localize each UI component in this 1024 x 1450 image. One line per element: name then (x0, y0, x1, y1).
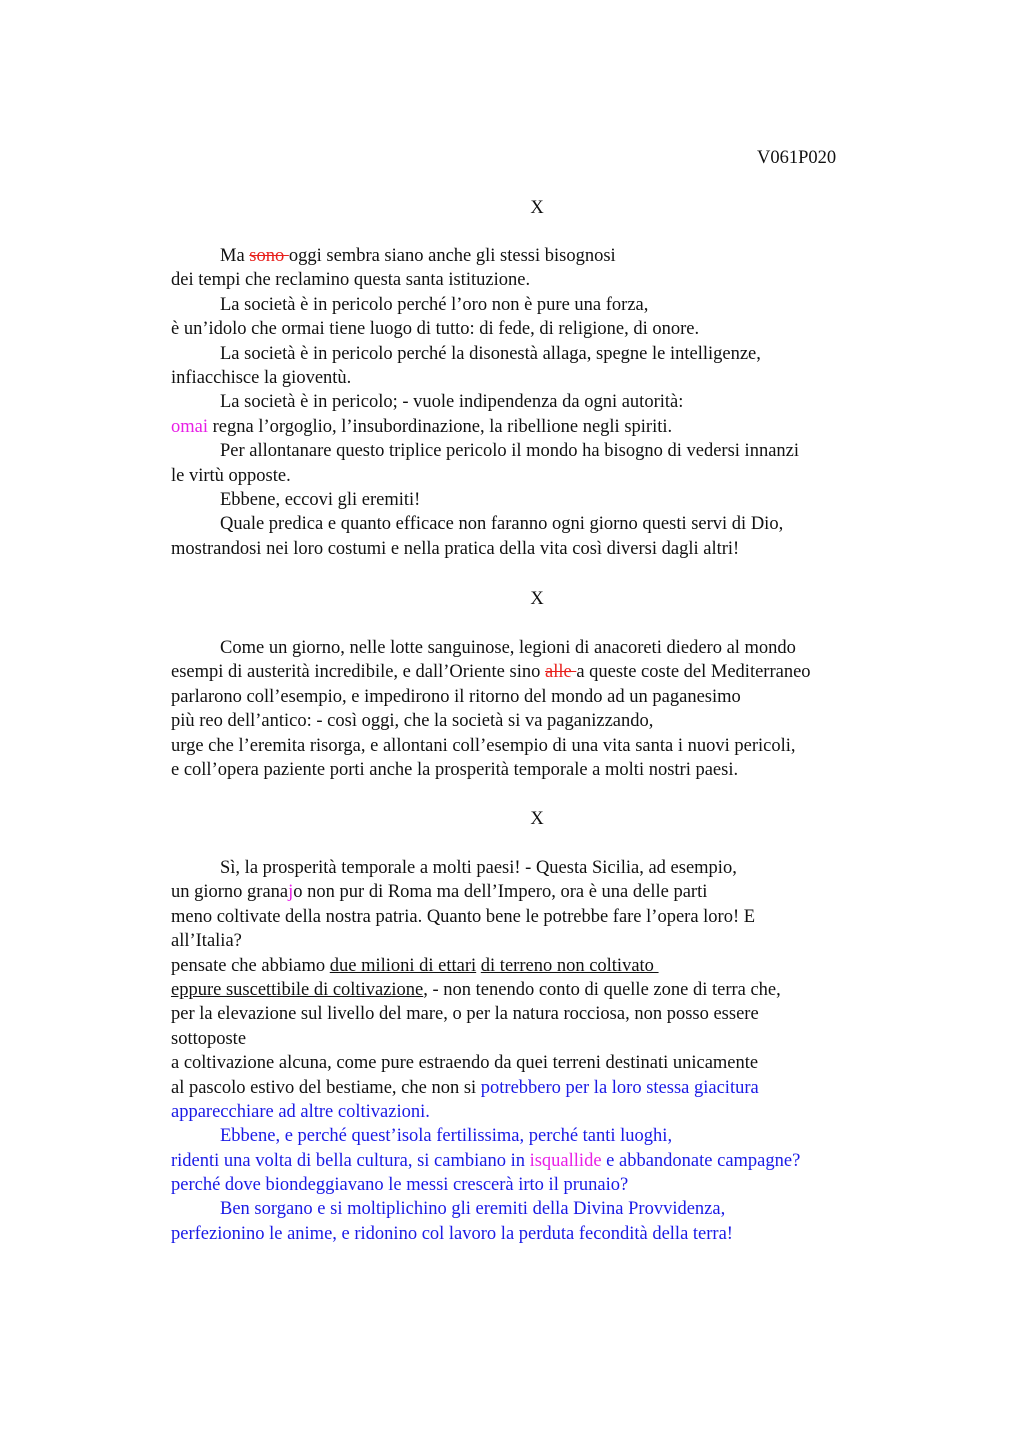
text-line (171, 415, 931, 439)
text-segment: regna l’orgoglio, l’insubordinazione, la ribellione negli spiriti. (208, 416, 673, 437)
section-separator-2: X (530, 589, 544, 609)
text-segment: , - non tenendo conto di quelle zone di terra che, (423, 979, 781, 1000)
text-line (171, 660, 931, 684)
section-3 (171, 856, 931, 1246)
text-line: dei tempi che reclamino questa santa istituzione. (171, 270, 531, 291)
text-line: e coll’opera paziente porti anche la prosperità temporale a molti nostri paesi. (171, 759, 739, 780)
text-line: Ebbene, eccovi gli eremiti! (220, 489, 421, 510)
text-line: mostrandosi nei loro costumi e nella pratica della vita così diversi dagli altri! (171, 538, 740, 559)
section-2 (171, 636, 931, 782)
text-line: urge che l’eremita risorga, e allontani coll’esempio di una vita santa i nuovi pericoli, (171, 735, 796, 756)
blue-text: e abbandonate campagne? (601, 1150, 801, 1171)
text-line: Come un giorno, nelle lotte sanguinose, legioni di anacoreti diedero al mondo (220, 638, 796, 658)
text-line: Sì, la prosperità temporale a molti paesi! - Questa Sicilia, ad esempio, (220, 858, 737, 878)
text-line (171, 880, 931, 904)
text-line: Quale predica e quanto efficace non faranno ogni giorno questi servi di Dio, (220, 514, 784, 535)
text-line: Ben sorgano e si moltiplichino gli eremiti della Divina Provvidenza, (220, 1199, 726, 1220)
text-line (171, 978, 931, 1002)
section-1 (171, 244, 931, 561)
text-segment: a queste coste del Mediterraneo (576, 662, 811, 683)
text-segment: Ma (220, 246, 250, 266)
section-separator-3: X (530, 809, 544, 829)
text-line: La società è in pericolo; - vuole indipendenza da ogni autorità: (220, 392, 684, 413)
magenta-text: j (288, 882, 294, 903)
magenta-text: omai (171, 416, 208, 437)
underlined-text: di terreno non coltivato (480, 955, 659, 976)
text-line: per la elevazione sul livello del mare, o per la natura rocciosa, non posso essere (171, 1004, 759, 1025)
text-segment: esempi di austerità incredibile, e dall’Oriente sino (171, 662, 545, 683)
text-line: sottoposte (171, 1028, 247, 1049)
text-line: La società è in pericolo perché la disonestà allaga, spegne le intelligenze, (220, 343, 761, 364)
text-line: La società è in pericolo perché l’oro non è pure una forza, (220, 294, 649, 315)
deleted-text: alle (544, 662, 577, 683)
section-separator-1: X (530, 198, 544, 218)
text-line: a coltivazione alcuna, come pure estraendo da quei terreni destinati unicamente (171, 1053, 759, 1074)
text-segment: oggi sembra siano anche gli stessi bisognosi (288, 246, 616, 266)
text-line: apparecchiare ad altre coltivazioni. (171, 1101, 430, 1122)
text-segment: un giorno grana (171, 882, 289, 903)
text-line: le virtù opposte. (171, 465, 291, 486)
text-line: infiacchisce la gioventù. (171, 367, 352, 388)
deleted-text: sono (249, 246, 289, 266)
underlined-text: eppure suscettibile di coltivazione (171, 979, 424, 1000)
text-line: Per allontanare questo triplice pericolo il mondo ha bisogno di vedersi innanzi (220, 441, 800, 462)
text-line: perché dove biondeggiavano le messi crescerà irto il prunaio? (171, 1175, 629, 1196)
text-line: più reo dell’antico: - così oggi, che la società si va paganizzando, (171, 711, 654, 732)
blue-text: potrebbero per la loro stessa giacitura (480, 1077, 759, 1098)
text-line (171, 1149, 931, 1173)
text-line: è un’idolo che ormai tiene luogo di tutto: di fede, di religione, di onore. (171, 319, 700, 340)
text-line: parlarono coll’esempio, e impedirono il ritorno del mondo ad un paganesimo (171, 686, 741, 707)
text-line (171, 954, 931, 978)
magenta-text: isquallide (529, 1150, 602, 1171)
text-line (171, 1076, 931, 1100)
text-segment: al pascolo estivo del bestiame, che non si (171, 1077, 481, 1098)
text-line (171, 244, 931, 268)
text-line: perfezionino le anime, e ridonino col lavoro la perduta fecondità della terra! (171, 1223, 733, 1244)
page-id: V061P020 (757, 148, 837, 168)
text-segment: o non pur di Roma ma dell’Impero, ora è una delle parti (293, 882, 708, 903)
text-segment: pensate che abbiamo (171, 955, 330, 976)
text-line: all’Italia? (171, 931, 242, 952)
text-line: Ebbene, e perché quest’isola fertilissima, perché tanti luoghi, (220, 1126, 673, 1147)
blue-text: ridenti una volta di bella cultura, si cambiano in (171, 1150, 530, 1171)
underlined-text: due milioni di ettari (329, 955, 477, 976)
text-line: meno coltivate della nostra patria. Quanto bene le potrebbe fare l’opera loro! E (171, 906, 756, 927)
